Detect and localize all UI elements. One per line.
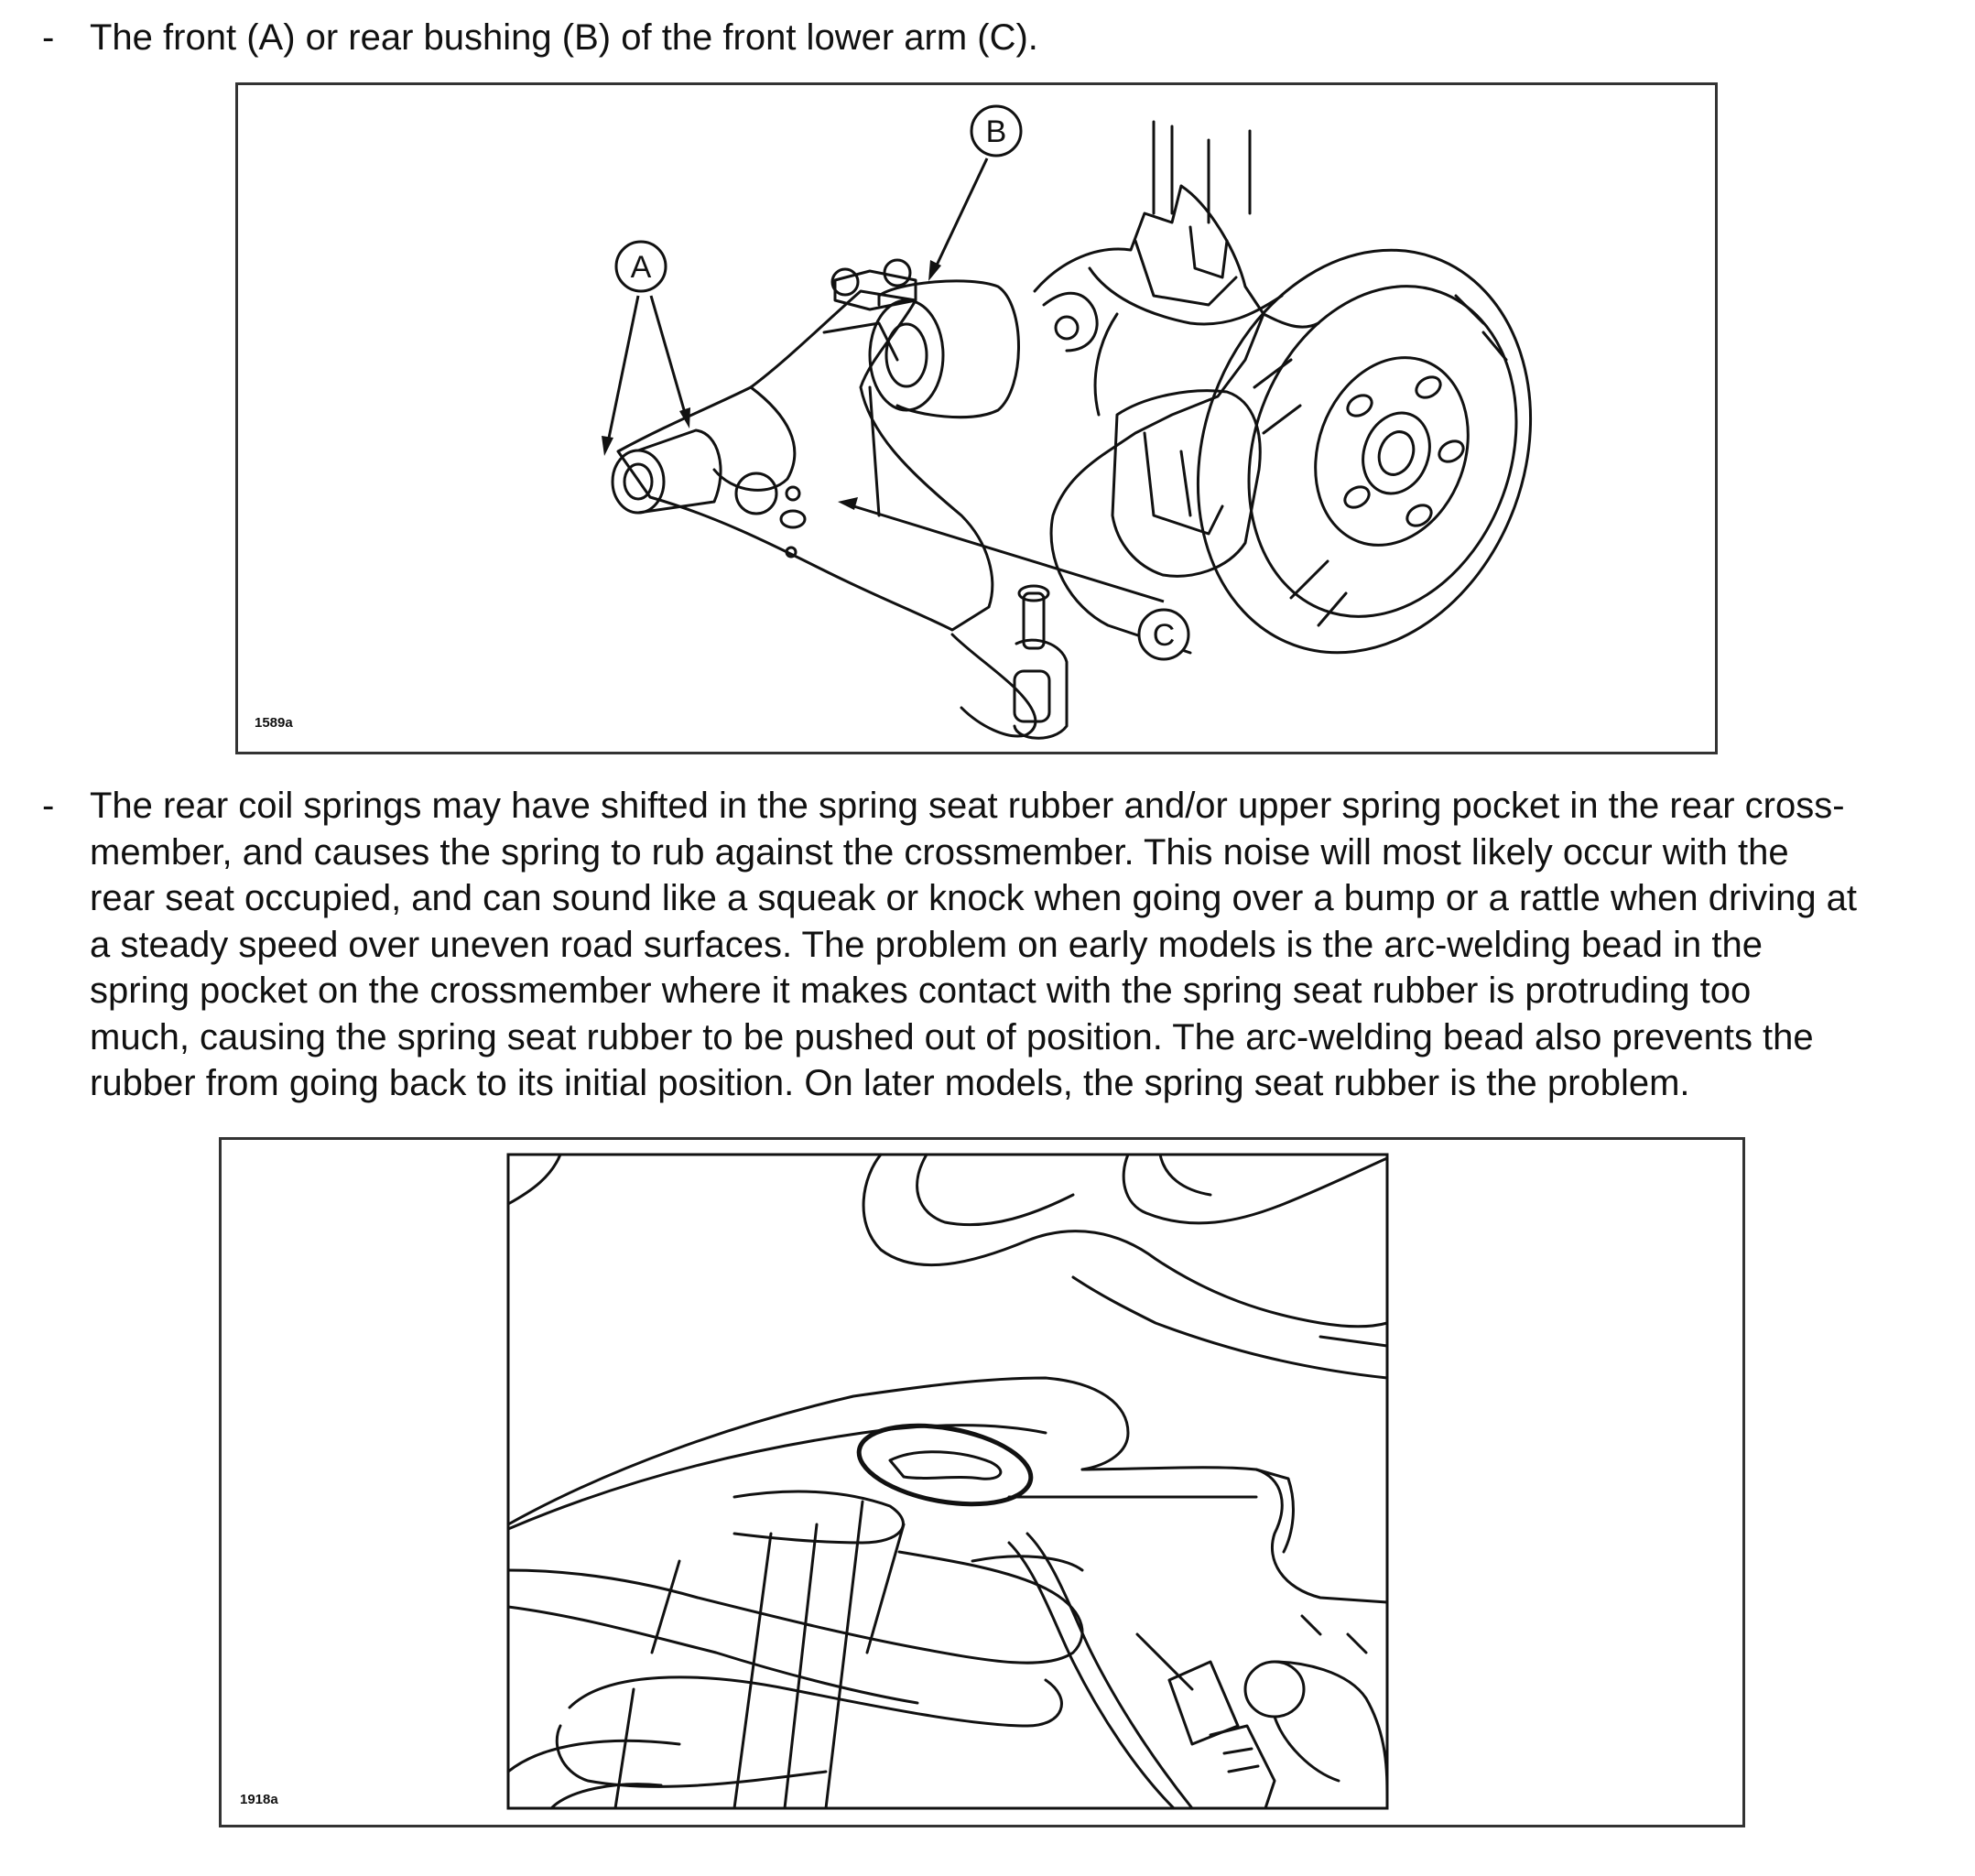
figure-lower-arm: [235, 82, 1718, 754]
bullet-2: [0, 783, 1975, 1112]
bullet-text: [90, 783, 1948, 1107]
bullet-text: The front (A) or rear bushing (B) of the front lower arm (C).: [90, 17, 1038, 58]
figure-id: 1918a: [240, 1792, 278, 1807]
bullet-1: [0, 15, 1975, 60]
figure-id: 1589a: [255, 715, 293, 731]
bullet-line: much, causing the spring seat rubber to be pushed out of position. The arc-welding bead also prevents the: [90, 1016, 1814, 1057]
bullet-line: member, and causes the spring to rub against the crossmember. This noise will most likely occur with the: [90, 831, 1789, 873]
callout-a: A: [630, 250, 652, 285]
figure-spring-pocket: [219, 1137, 1745, 1827]
callout-b: B: [985, 114, 1007, 149]
bullet-line: a steady speed over uneven road surfaces. The problem on early models is the arc-welding bead in the: [90, 924, 1763, 965]
bullet-line: rear seat occupied, and can sound like a squeak or knock when going over a bump or a rattle when driving at: [90, 878, 1858, 918]
spring-pocket-illustration: [222, 1140, 1742, 1825]
bullet-marker: -: [42, 786, 55, 826]
lower-arm-illustration: [238, 85, 1715, 752]
bullet-line: spring pocket on the crossmember where it makes contact with the spring seat rubber is protruding too: [90, 971, 1752, 1011]
bullet-line: The rear coil springs may have shifted in the spring seat rubber and/or upper spring pocket in the rear cross-: [90, 786, 1845, 826]
bullet-line: rubber from going back to its initial position. On later models, the spring seat rubber is the problem.: [90, 1063, 1690, 1103]
callout-c: C: [1152, 618, 1176, 653]
bullet-marker: -: [42, 17, 55, 58]
